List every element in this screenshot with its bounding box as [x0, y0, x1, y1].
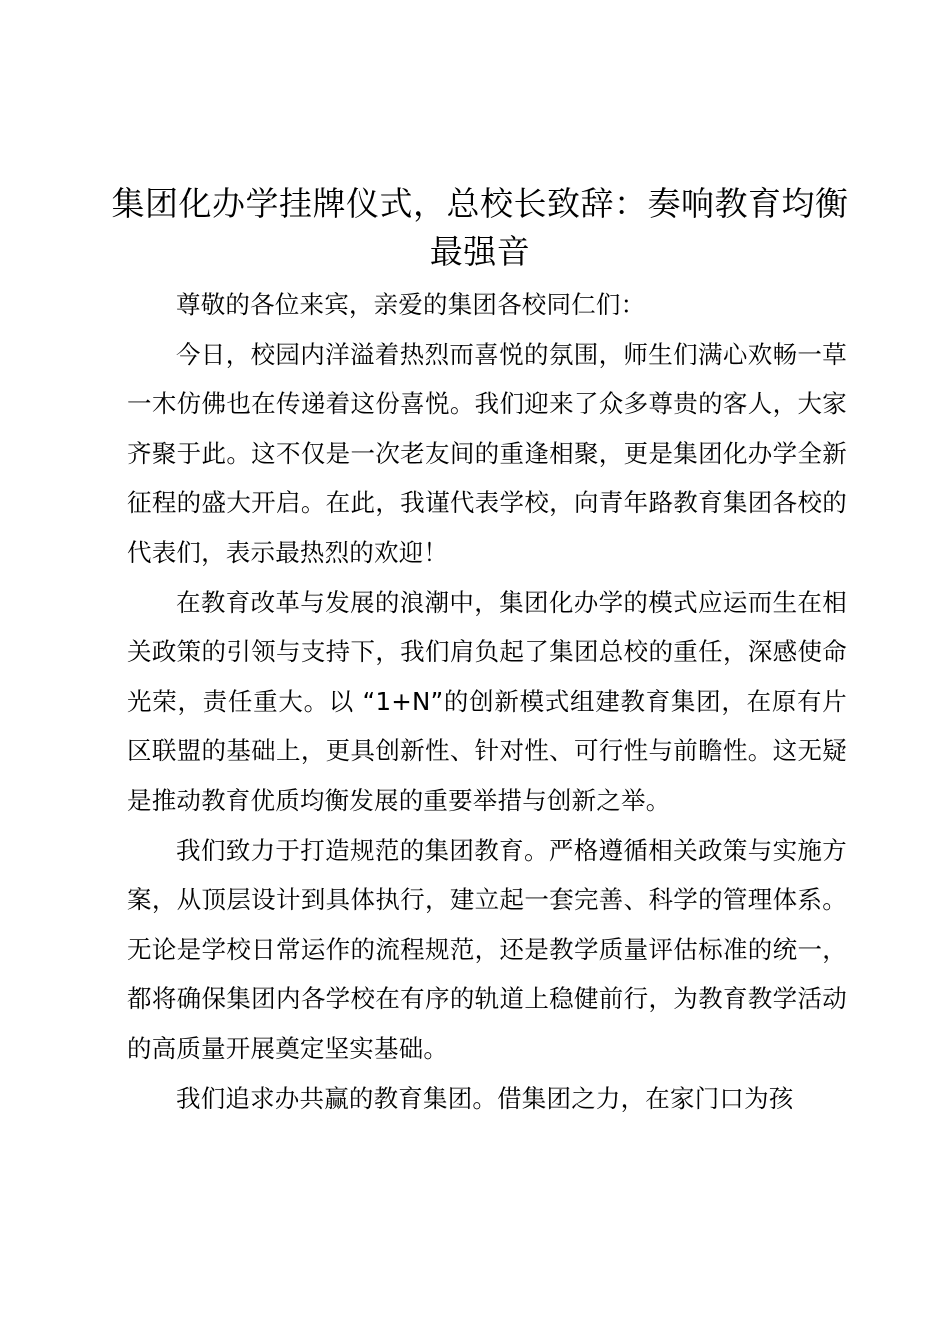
paragraph-background: 在教育改革与发展的浪潮中，集团化办学的模式应运而生在相关政策的引领与支持下，我们肩负起了集团总校的重任，深感使命光荣，责任重大。以 “1+N”的创新模式组建教育集团，在原有片区联盟的基础上，更具创新性、针对性、可行性与前瞻性。这无疑是推动教育优质均衡发展的重要举措与创新之举。 — [127, 587, 847, 815]
document-title: 集团化办学挂牌仪式，总校长致辞：奏响教育均衡最强音 — [111, 184, 849, 271]
paragraph-standardization: 我们致力于打造规范的集团教育。严格遵循相关政策与实施方案，从顶层设计到具体执行，建立起一套完善、科学的管理体系。无论是学校日常运作的流程规范，还是教学质量评估标准的统一，都将确保集团内各学校在有序的轨道上稳健前行，为教育教学活动的高质量开展奠定坚实基础。 — [127, 835, 847, 1063]
document-body — [127, 280, 847, 1123]
paragraph-salutation: 尊敬的各位来宾，亲爱的集团各校同仁们： — [176, 290, 646, 319]
paragraph-welcome: 今日，校园内洋溢着热烈而喜悦的氛围，师生们满心欢畅一草一木仿佛也在传递着这份喜悦。我们迎来了众多尊贵的客人，大家齐聚于此。这不仅是一次老友间的重逢相聚，更是集团化办学全新征程的盛大开启。在此，我谨代表学校，向青年路教育集团各校的代表们，表示最热烈的欢迎！ — [127, 339, 847, 567]
paragraph-win-win: 我们追求办共赢的教育集团。借集团之力，在家门口为孩 — [176, 1083, 794, 1113]
